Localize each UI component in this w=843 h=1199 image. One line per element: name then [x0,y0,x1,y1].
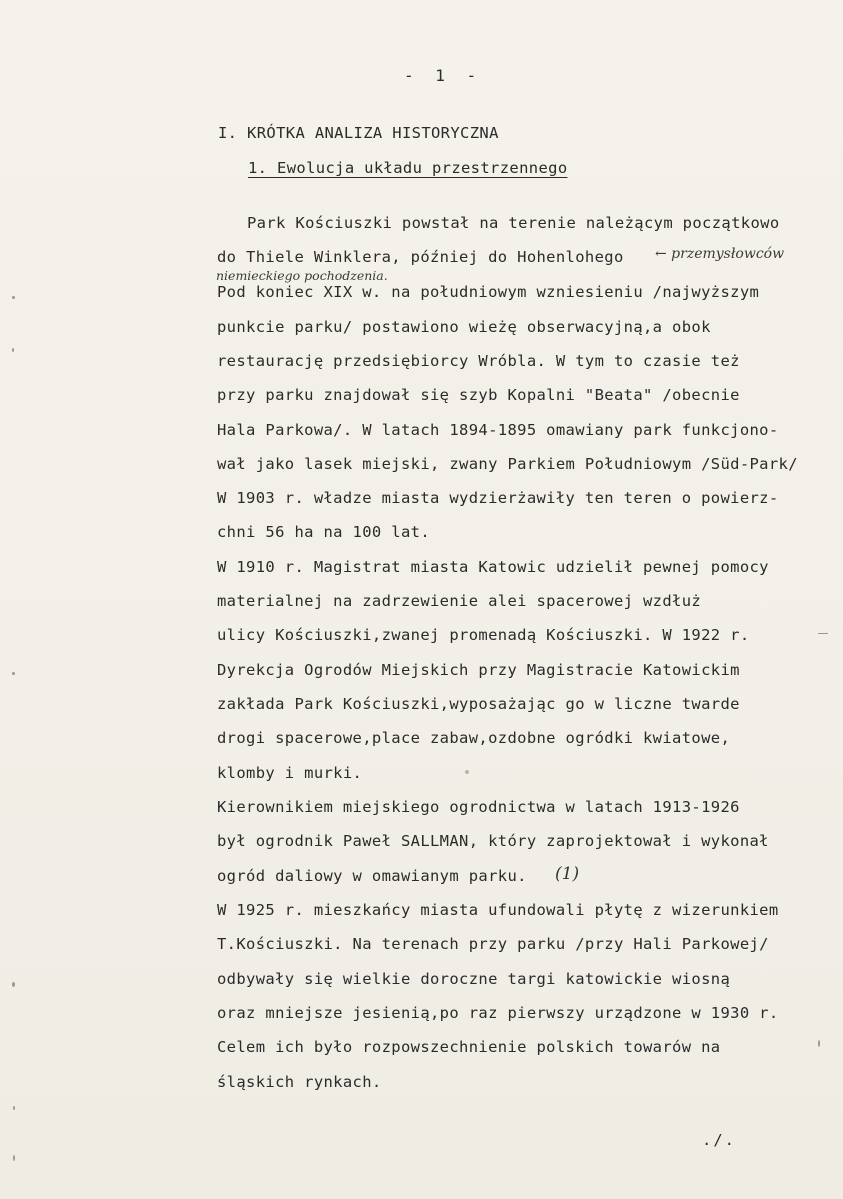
footnote-reference: (1) [555,864,580,884]
section-title: I. KRÓTKA ANALIZA HISTORYCZNA [218,124,499,142]
subsection-title: 1. Ewolucja układu przestrzennego [248,159,568,177]
scan-speck [13,1106,15,1110]
scan-speck [12,296,15,299]
text-line: Pod koniec XIX w. na południowym wzniesieniu /najwyższym [217,283,760,301]
continuation-mark: ./. [702,1131,736,1149]
scan-speck [12,672,15,675]
text-line: odbywały się wielkie doroczne targi katowickie wiosną [217,970,731,988]
text-line: był ogrodnik Paweł SALLMAN, który zaprojektował i wykonał [217,832,769,850]
text-line: Park Kościuszki powstał na terenie należącym początkowo [247,214,780,232]
scan-speck [12,982,15,987]
page-number: - 1 - [404,66,483,85]
scan-speck [12,348,14,352]
text-line: do Thiele Winklera, później do Hohenlohego [217,248,624,266]
text-line: ogród daliowy w omawianym parku. [217,867,527,885]
text-line: W 1903 r. władze miasta wydzierżawiły ten teren o powierz- [217,489,779,507]
text-line: ulicy Kościuszki,zwanej promenadą Kościuszki. W 1922 r. [217,626,750,644]
text-line: przy parku znajdował się szyb Kopalni "Beata" /obecnie [217,386,740,404]
text-line: wał jako lasek miejski, zwany Parkiem Południowym /Süd-Park/ [217,455,798,473]
handwritten-note: niemieckiego pochodzenia. [216,268,388,283]
text-line: oraz mniejsze jesienią,po raz pierwszy urządzone w 1930 r. [217,1004,779,1022]
text-line: zakłada Park Kościuszki,wyposażając go w liczne twarde [217,695,740,713]
text-line: Hala Parkowa/. W latach 1894-1895 omawiany park funkcjono- [217,421,779,439]
text-line: Celem ich było rozpowszechnienie polskich towarów na [217,1038,721,1056]
text-line: drogi spacerowe,place zabaw,ozdobne ogródki kwiatowe, [217,729,731,747]
text-line: klomby i murki. [217,764,363,782]
handwritten-note: ← przemysłowców [655,246,785,262]
text-line: Kierownikiem miejskiego ogrodnictwa w latach 1913-1926 [217,798,740,816]
text-line: Dyrekcja Ogrodów Miejskich przy Magistracie Katowickim [217,661,740,679]
text-line: T.Kościuszki. Na terenach przy parku /przy Hali Parkowej/ [217,935,769,953]
text-line: W 1910 r. Magistrat miasta Katowic udzielił pewnej pomocy [217,558,769,576]
scan-speck [818,1040,820,1047]
scan-speck [13,1155,15,1161]
scan-speck [465,770,469,774]
text-line: W 1925 r. mieszkańcy miasta ufundowali płytę z wizerunkiem [217,901,779,919]
text-line: restaurację przedsiębiorcy Wróbla. W tym to czasie też [217,352,740,370]
text-line: śląskich rynkach. [217,1073,382,1091]
text-line: chni 56 ha na 100 lat. [217,523,430,541]
text-line: punkcie parku/ postawiono wieżę obserwacyjną,a obok [217,318,711,336]
text-line: materialnej na zadrzewienie alei spacerowej wzdłuż [217,592,702,610]
scan-speck [818,633,828,634]
